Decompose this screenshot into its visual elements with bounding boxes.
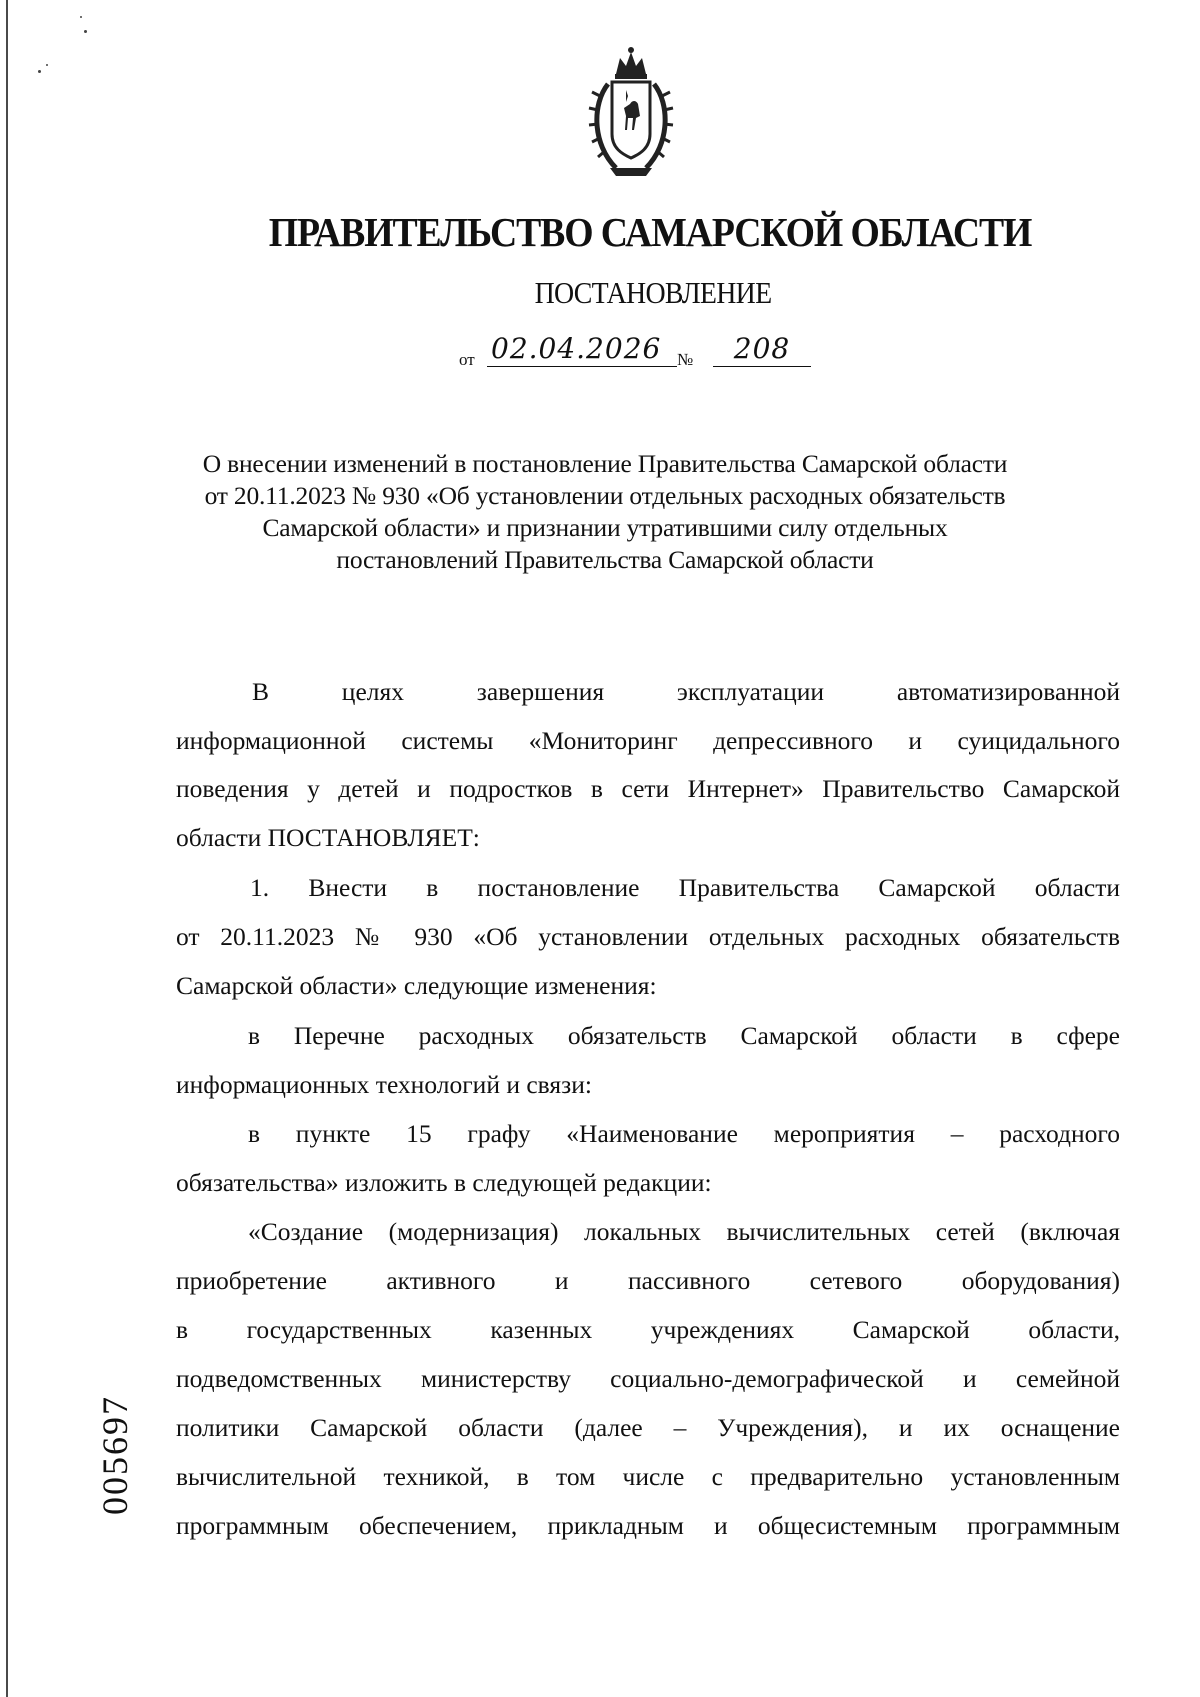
body-line: «Создание (модернизация) локальных вычислительных сетей (включая <box>248 1217 1120 1246</box>
body-line: подведомственных министерству социально-демографической и семейной <box>176 1364 1120 1393</box>
body-line: от 20.11.2023 № 930 «Об установлении отдельных расходных обязательств <box>176 922 1120 951</box>
scan-speck <box>80 16 82 18</box>
subject-line: от 20.11.2023 № 930 «Об установлении отдельных расходных обязательств <box>204 481 1006 510</box>
document-subject <box>170 448 1040 576</box>
side-registration-stamp: 005697 <box>95 1395 135 1515</box>
body-line: в Перечне расходных обязательств Самарской области в сфере <box>248 1021 1120 1050</box>
body-line: в пункте 15 графу «Наименование мероприятия – расходного <box>248 1119 1120 1148</box>
scan-speck <box>38 70 41 73</box>
body-line: 1. Внести в постановление Правительства Самарской области <box>250 873 1120 902</box>
body-line: Самарской области» следующие изменения: <box>176 971 657 1000</box>
document-type: ПОСТАНОВЛЕНИЕ <box>534 275 772 310</box>
body-line: информационной системы «Мониторинг депрессивного и суицидального <box>176 726 1120 755</box>
body-line: обязательства» изложить в следующей редакции: <box>176 1168 712 1197</box>
government-title: ПРАВИТЕЛЬСТВО САМАРСКОЙ ОБЛАСТИ <box>268 209 1032 255</box>
body-line: вычислительной техникой, в том числе с предварительно установленным <box>176 1462 1120 1491</box>
body-line: поведения у детей и подростков в сети Интернет» Правительство Самарской <box>176 774 1120 803</box>
number-label: № <box>677 350 694 369</box>
body-line: программным обеспечением, прикладным и общесистемным программным <box>176 1511 1120 1540</box>
scan-speck <box>46 64 48 66</box>
subject-line: Самарской области» и признании утратившими силу отдельных <box>262 513 948 542</box>
scan-edge-line <box>6 0 8 1697</box>
body-line: области ПОСТАНОВЛЯЕТ: <box>176 823 480 852</box>
samara-coat-of-arms-icon <box>586 44 676 184</box>
body-line: В целях завершения эксплуатации автоматизированной <box>252 677 1120 706</box>
subject-line: О внесении изменений в постановление Правительства Самарской области <box>202 449 1008 478</box>
body-line: приобретение активного и пассивного сетевого оборудования) <box>176 1266 1120 1295</box>
subject-line: постановлений Правительства Самарской области <box>336 545 874 574</box>
scan-speck <box>84 30 87 33</box>
body-line: политики Самарской области (далее – Учреждения), и их оснащение <box>176 1413 1120 1442</box>
body-line: в государственных казенных учреждениях Самарской области, <box>176 1315 1120 1344</box>
document-number: 208 <box>713 332 811 367</box>
date-prefix: от <box>459 350 475 369</box>
body-line: информационных технологий и связи: <box>176 1070 592 1099</box>
document-date: 02.04.2026 <box>487 332 677 367</box>
